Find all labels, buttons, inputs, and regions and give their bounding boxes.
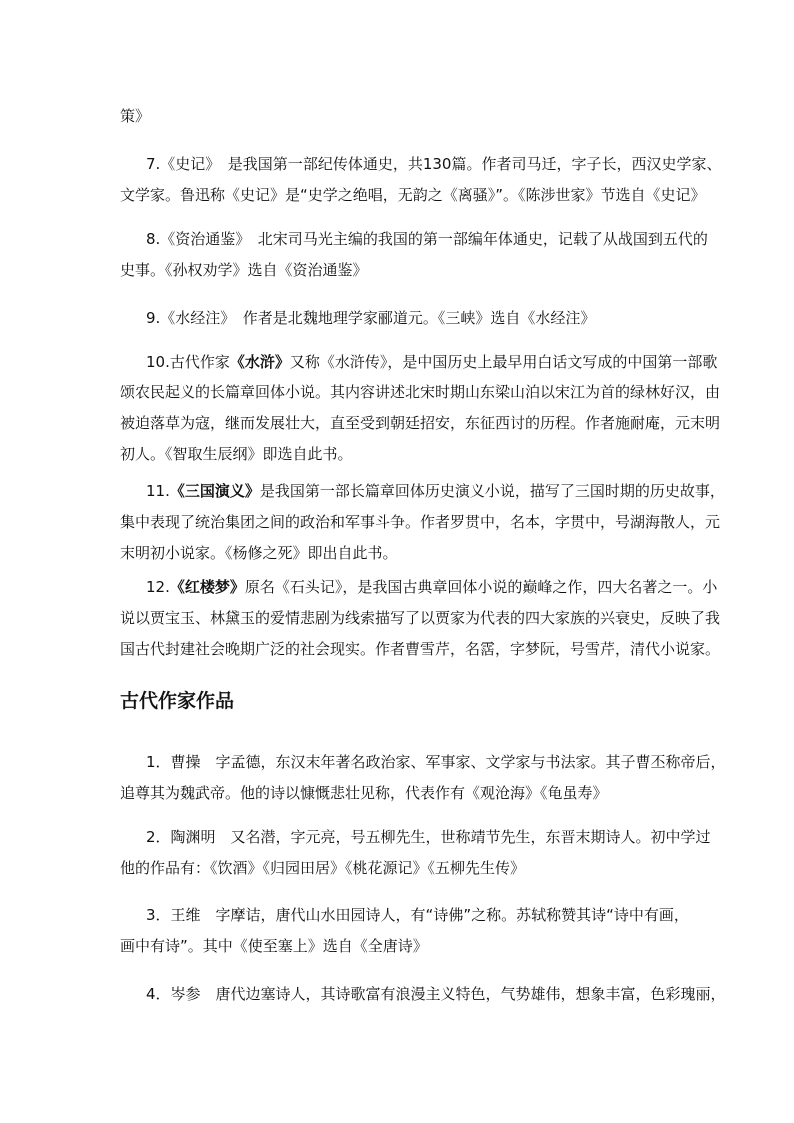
entry-9-line-1: 9.《水经注》 作者是北魏地理学家郦道元。《三峡》选自《水经注》 xyxy=(146,309,596,327)
entry-11-line-3: 末明初小说家。《杨修之死》即出自此书。 xyxy=(120,544,398,562)
entry-12-prefix: 12. xyxy=(146,578,170,596)
entry-7-line-1: 7.《史记》 是我国第一部纪传体通史，共130篇。作者司马迁，字子长，西汉史学家、 xyxy=(146,155,722,173)
author-2-line-1: 2．陶渊明 又名潜，字元亮，号五柳先生，世称靖节先生，东晋末期诗人。初中学过 xyxy=(146,828,711,846)
author-4-line-1: 4．岑参 唐代边塞诗人，其诗歌富有浪漫主义特色，气势雄伟，想象丰富，色彩瑰丽， xyxy=(146,985,726,1003)
entry-10-line-2: 颂农民起义的长篇章回体小说。其内容讲述北宋时期山东梁山泊以宋江为首的绿林好汉，由 xyxy=(120,383,721,401)
author-3-line-2: 画中有诗”。其中《使至塞上》选自《全唐诗》 xyxy=(120,937,428,955)
entry-8-line-1: 8.《资治通鉴》 北宋司马光主编的我国的第一部编年体通史，记载了从战国到五代的 xyxy=(146,230,708,248)
entry-12-line-3: 国古代封建社会晚期广泛的社会现实。作者曹雪芹，名霑，字梦阮，号雪芹，清代小说家。 xyxy=(120,640,721,658)
section-heading: 古代作家作品 xyxy=(120,690,235,712)
entry-10-line-1 xyxy=(146,352,717,372)
entry-8-line-2: 史事。《孙权劝学》选自《资治通鉴》 xyxy=(120,261,368,279)
author-1-line-1: 1．曹操 字孟德，东汉末年著名政治家、军事家、文学家与书法家。其子曹丕称帝后， xyxy=(146,753,726,771)
entry-12-line-2: 说以贾宝玉、林黛玉的爱情悲剧为线索描写了以贾家为代表的四大家族的兴衰史，反映了我 xyxy=(120,609,721,627)
entry-11-prefix: 11. xyxy=(146,482,170,500)
entry-10-rest: 又称《水浒传》，是中国历史上最早用白话文写成的中国第一部歌 xyxy=(289,353,718,371)
entry-12-line-1 xyxy=(146,577,717,597)
entry-11-rest: 是我国第一部长篇章回体历史演义小说，描写了三国时期的历史故事， xyxy=(259,482,725,500)
author-1-line-2: 追尊其为魏武帝。他的诗以慷慨悲壮见称，代表作有《观沧海》《龟虽寿》 xyxy=(120,784,608,802)
entry-12-rest: 原名《石头记》，是我国古典章回体小说的巅峰之作，四大名著之一。小 xyxy=(244,578,718,596)
entry-10-line-3: 被迫落草为寇，继而发展壮大，直至受到朝廷招安，东征西讨的历程。作者施耐庵，元末明 xyxy=(120,414,721,432)
entry-11-title: 《三国演义》 xyxy=(169,482,260,500)
entry-12-title: 《红楼梦》 xyxy=(169,578,245,596)
entry-11-line-2: 集中表现了统治集团之间的政治和军事斗争。作者罗贯中，名本，字贯中，号湖海散人，元 xyxy=(120,513,721,531)
entry-11-line-1 xyxy=(146,481,725,501)
paragraph-fragment: 策》 xyxy=(120,107,151,125)
author-2-line-2: 他的作品有：《饮酒》《归园田居》《桃花源记》《五柳先生传》 xyxy=(120,859,526,877)
entry-10-prefix: 10.古代作家 xyxy=(146,353,230,371)
entry-10-line-4: 初人。《智取生辰纲》即选自此书。 xyxy=(120,445,353,463)
entry-10-title: 《水浒》 xyxy=(229,353,290,371)
author-3-line-1: 3．王维 字摩诘，唐代山水田园诗人，有“诗佛”之称。苏轼称赞其诗“诗中有画， xyxy=(146,906,689,924)
entry-7-line-2: 文学家。鲁迅称《史记》是“史学之绝唱，无韵之《离骚》”。《陈涉世家》节选自《史记》 xyxy=(120,186,706,204)
